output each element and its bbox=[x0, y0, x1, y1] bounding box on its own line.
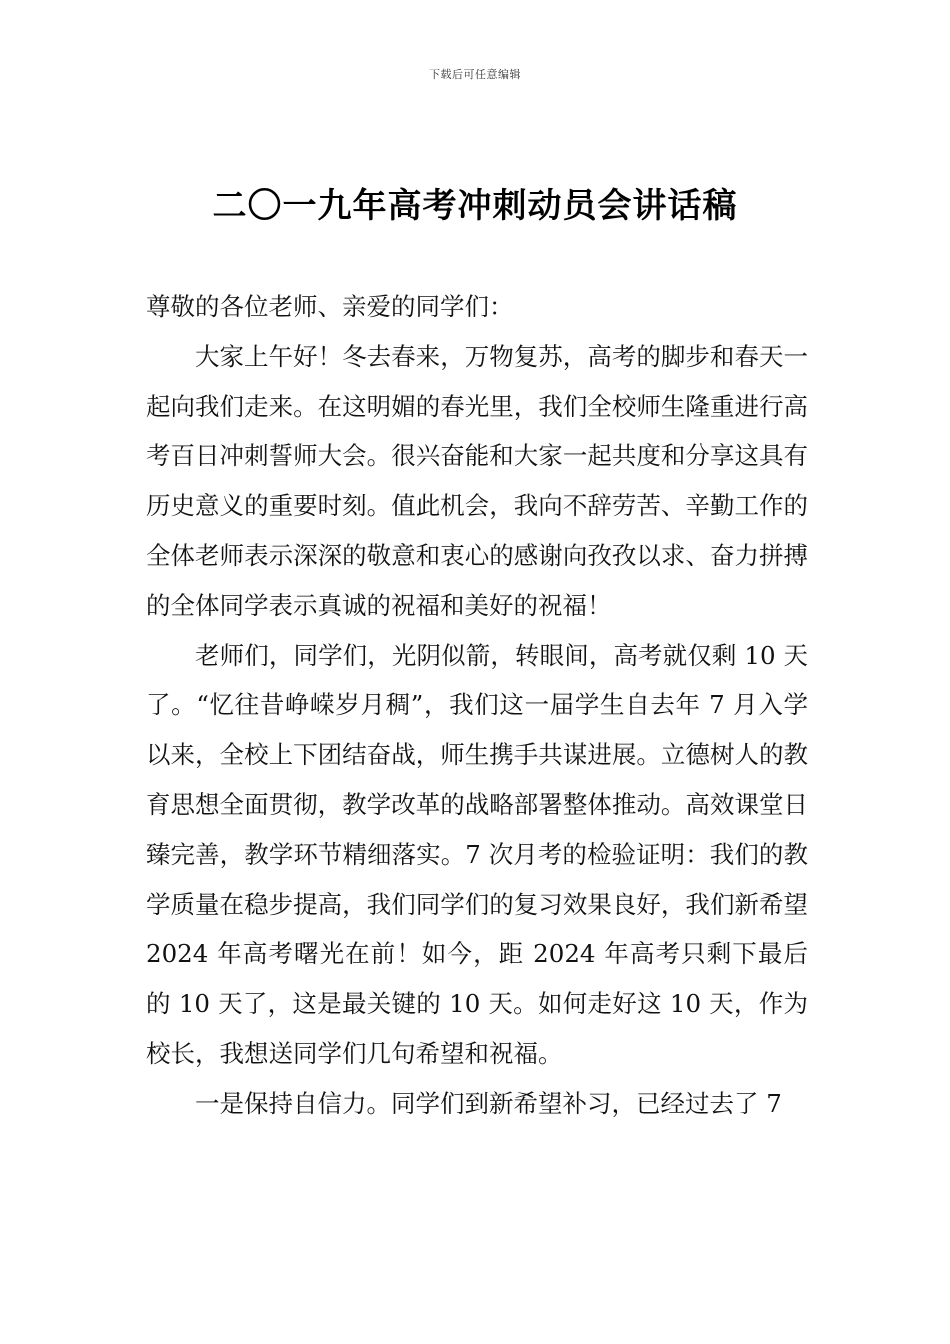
document-body bbox=[146, 282, 808, 1129]
salutation: 尊敬的各位老师、亲爱的同学们： bbox=[146, 292, 514, 321]
paragraph-review: 老师们，同学们，光阴似箭，转眼间，高考就仅剩 10 天了。“忆往昔峥嵘岁月稠”，我们这一届学生自去年 7 月入学以来，全校上下团结奋战，师生携手共谋进展。立德树人的教育思想全面贯彻，教学改革的战略部署整体推动。高效课堂日臻完善，教学环节精细落实。7 次月考的检验证明：我们的教学质量在稳步提高，我们同学们的复习效果良好，我们新希望 2024 年高考曙光在前！如今，距 2024 年高考只剩下最后的 10 天了，这是最关键的 10 天。如何走好这 10 天，作为校长，我想送同学们几句希望和祝福。 bbox=[146, 640, 808, 1068]
header-note: 下载后可任意编辑 bbox=[429, 68, 521, 81]
paragraph-greeting: 大家上午好！冬去春来，万物复苏，高考的脚步和春天一起向我们走来。在这明媚的春光里，我们全校师生隆重进行高考百日冲刺誓师大会。很兴奋能和大家一起共度和分享这具有历史意义的重要时刻。值此机会，我向不辞劳苦、辛勤工作的全体老师表示深深的敬意和衷心的感谢向孜孜以求、奋力拼搏的全体同学表示真诚的祝福和美好的祝福！ bbox=[146, 341, 808, 620]
document-title: 二〇一九年高考冲刺动员会讲话稿 bbox=[212, 186, 738, 226]
paragraph-point-one: 一是保持自信力。同学们到新希望补习，已经过去了 7 bbox=[195, 1088, 782, 1118]
